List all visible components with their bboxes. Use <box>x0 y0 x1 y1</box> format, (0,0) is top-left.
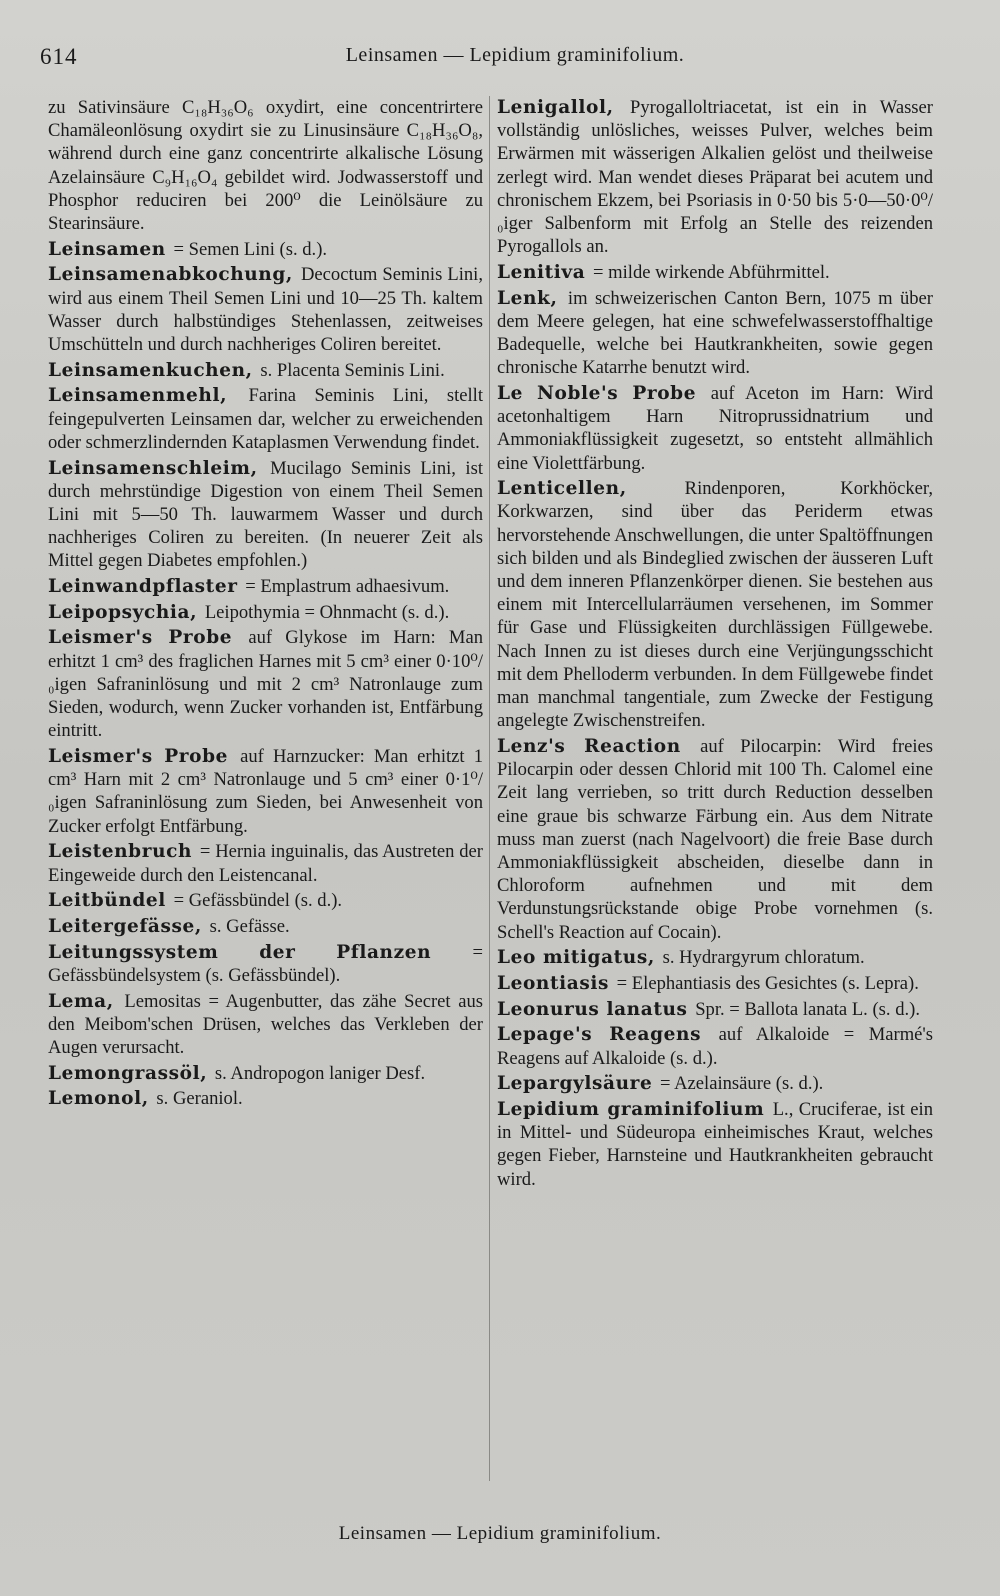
dictionary-entry <box>48 601 483 624</box>
running-head: Leinsamen — Lepidium graminifolium. <box>345 44 685 66</box>
dictionary-entry <box>48 238 483 261</box>
dictionary-entry <box>497 1072 933 1095</box>
dictionary-entry <box>497 477 933 732</box>
entry-text: = Gefässbündelsystem (s. Gefässbündel). <box>48 941 483 986</box>
entry-text: Farina Seminis Lini, stellt feingepulverten Leinsamen dar, welcher zu erweichenden oder schmerzlindernden Kataplasmen Verwendung findet. <box>48 385 483 453</box>
entry-text: auf Glykose im Harn: Man erhitzt 1 cm³ des fraglichen Harnes mit 5 cm³ einer 0·10⁰/₀igen Safraninlösung und mit 2 cm³ Natronlauge zum Sieden, wodurch, wenn Zucker vorhanden ist, Entfärbung eintritt. <box>48 627 483 742</box>
entry-text: = milde wirkende Abführmittel. <box>593 261 830 283</box>
entry-headword: Leismer's Probe <box>48 627 233 649</box>
entry-headword: Lema, <box>48 990 114 1012</box>
entry-text: s. Gefässe. <box>209 915 290 937</box>
entry-headword: Leistenbruch <box>48 841 193 863</box>
entry-headword: Lenitiva <box>497 261 586 283</box>
entry-headword: Leinwandpflaster <box>48 576 238 598</box>
entry-text: Decoctum Seminis Lini, wird aus einem Theil Semen Lini und 10—25 Th. kaltem Wasser durch halbstündiges Stehenlassen, zeitweises Umschütteln und durch nachheriges Coliren bereitet. <box>48 264 483 356</box>
page-header <box>40 44 950 76</box>
entry-headword: Leipopsychia, <box>48 601 198 623</box>
dictionary-entry <box>497 1098 933 1191</box>
entry-text: Leipothymia = Ohnmacht (s. d.). <box>204 601 450 623</box>
dictionary-entry <box>48 840 483 886</box>
dictionary-entry <box>497 735 933 944</box>
entry-text: auf Pilocarpin: Wird freies Pilocarpin oder dessen Chlorid mit 100 Th. Calomel eine Zeit lang verrieben, so tritt durch Reduction desselben eine graue bis schwarze Färbung ein. Aus dem Nitrate muss man zuerst (nach Nagelvoort) die freie Base durch Ammoniakflüssigkeit abscheiden, dieselbe dann in Chloroform aufnehmen und mit dem Verdunstungsrückstande obige Probe vornehmen (s. Schell's Reaction auf Cocain). <box>497 735 933 943</box>
entry-headword: Leinsamenmehl, <box>48 385 228 407</box>
entry-headword: Leo mitigatus, <box>497 947 655 969</box>
entry-headword: Le Noble's Probe <box>497 382 697 404</box>
entry-text: s. Andropogon laniger Desf. <box>214 1062 426 1084</box>
dictionary-entry <box>48 990 483 1060</box>
entry-headword: Lepidium graminifolium <box>497 1099 765 1121</box>
dictionary-entry <box>497 998 933 1021</box>
right-column <box>497 96 933 1193</box>
entry-headword: Lemonol, <box>48 1088 149 1110</box>
entry-text: Spr. = Ballota lanata L. (s. d.). <box>695 998 920 1020</box>
entry-text: = Gefässbündel (s. d.). <box>173 890 343 912</box>
entry-headword: Leinsamenkuchen, <box>48 359 253 381</box>
entry-text: L., Cruciferae, ist ein in Mittel- und Südeuropa einheimisches Kraut, welches gegen Fieber, Harnsteine und Hautkrankheiten gebraucht wird. <box>497 1099 934 1190</box>
dictionary-entry <box>48 915 483 938</box>
dictionary-entry <box>48 457 483 573</box>
entry-text: Lemositas = Augenbutter, das zähe Secret aus den Meibom'schen Drüsen, welches das Verkleben der Augen verursacht. <box>48 990 483 1058</box>
dictionary-entry <box>48 96 483 235</box>
entry-text: im schweizerischen Canton Bern, 1075 m über dem Meere gelegen, hat eine schwefelwasserstoffhaltige Badequelle, welche bei Hautkrankheiten, sowie gegen chronische Katarrhe benutzt wird. <box>497 287 933 379</box>
entry-text: s. Geraniol. <box>156 1088 243 1110</box>
page-footer: Leinsamen — Lepidium graminifolium. <box>338 1523 662 1544</box>
column-divider <box>489 96 490 1481</box>
dictionary-entry <box>48 575 483 598</box>
entry-headword: Leontiasis <box>497 973 609 995</box>
entry-text: Pyrogalloltriacetat, ist ein in Wasser vollständig unlösliches, weisses Pulver, welches beim Erwärmen mit wässerigen Alkalien gelöst und theilweise zerlegt wird. Man wendet dieses Präparat bei acutem und chronischem Ekzem, bei Psoriasis in 0·50 bis 5·0—50·0⁰/₀iger Salbenform mit Erfolg an Stelle des reizenden Pyrogallols an. <box>497 97 933 258</box>
entry-text: auf Harnzucker: Man erhitzt 1 cm³ Harn mit 2 cm³ Natronlauge und 5 cm³ einer 0·1⁰/₀igen Safraninlösung zum Sieden, bei Anwesenheit von Zucker erfolgt Entfärbung. <box>48 745 483 837</box>
entry-headword: Lenigallol, <box>497 97 614 118</box>
entry-text: = Azelainsäure (s. d.). <box>660 1073 824 1095</box>
entry-headword: Lenk, <box>497 287 558 309</box>
entry-headword: Lepargylsäure <box>497 1073 653 1095</box>
dictionary-entry <box>497 946 933 969</box>
entry-text: Mucilago Seminis Lini, ist durch mehrstündige Digestion von einem Theil Semen Lini mit 5—50 Th. lauwarmem Wasser und durch nachheriges Coliren zu bereiten. (In neuerer Zeit als Mittel gegen Diabetes empfohlen.) <box>48 457 483 572</box>
entry-text: auf Aceton im Harn: Wird acetonhaltigem Harn Nitroprussidnatrium und Ammoniakflüssigkeit zugesetzt, so entsteht allmählich eine Violettfärbung. <box>497 382 933 474</box>
dictionary-entry <box>48 889 483 912</box>
entry-text: Rindenporen, Korkhöcker, Korkwarzen, sind über das Periderm etwas hervorstehende Anschwellungen, die unter Spaltöffnungen sich bilden und als Bindeglied zwischen der äusseren Luft und dem inneren Pflanzenkörper dienen. Sie bestehen aus einem mit Intercellularräumen versehenen, im Sommer für Gase und Flüssigkeiten durchlässigen Füllgewebe. Nach Innen zu ist dieses durch eine Verjüngungsschicht mit dem Phelloderm verbunden. In dem Füllgewebe findet man manchmal tangentiale, zum Zwecke der Festigung angelegte Zwischenstreifen. <box>497 478 933 732</box>
dictionary-entry <box>497 382 933 475</box>
entry-text: = Hernia inguinalis, das Austreten der Eingeweide durch den Leistencanal. <box>48 841 484 886</box>
entry-text: s. Placenta Seminis Lini. <box>260 359 445 381</box>
dictionary-entry <box>48 1087 483 1110</box>
entry-headword: Lemongrassöl, <box>48 1062 208 1084</box>
dictionary-entry <box>48 626 483 742</box>
entry-text: = Emplastrum adhaesivum. <box>245 576 450 598</box>
dictionary-entry <box>48 1062 483 1085</box>
entry-headword: Leinsamen <box>48 238 166 260</box>
page-number: 614 <box>40 44 78 69</box>
entry-headword: Leitergefässe, <box>48 915 202 937</box>
entry-headword: Leinsamenschleim, <box>48 457 258 479</box>
entry-headword: Lepage's Reagens <box>497 1024 702 1046</box>
entry-headword: Leitungssystem der Pflanzen <box>48 941 432 963</box>
entry-headword: Lenz's Reaction <box>497 735 681 757</box>
entry-headword: Leitbündel <box>48 890 166 912</box>
dictionary-entry <box>48 384 483 454</box>
entry-text: = Semen Lini (s. d.). <box>173 238 328 260</box>
dictionary-entry <box>48 263 483 356</box>
entry-text: s. Hydrargyrum chloratum. <box>662 947 865 969</box>
entry-text: auf Alkaloide = Marmé's Reagens auf Alkaloide (s. d.). <box>497 1024 934 1069</box>
entry-headword: Leonurus lanatus <box>497 998 688 1020</box>
dictionary-entry <box>48 941 483 987</box>
entry-headword: Lenticellen, <box>497 478 627 500</box>
entry-headword: Leismer's Probe <box>48 745 228 767</box>
left-column <box>48 96 483 1113</box>
dictionary-entry <box>497 972 933 995</box>
entry-headword: Leinsamenabkochung, <box>48 264 293 286</box>
dictionary-entry <box>497 1023 933 1069</box>
entry-text: zu Sativinsäure C₁₈H₃₆O₆ oxydirt, eine concentrirtere Chamäleonlösung oxydirt sie zu Linusinsäure C₁₈H₃₆O₈, während durch eine ganz concentrirte alkalische Lösung Azelainsäure C₉H₁₆O₄ gebildet wird. Jodwasserstoff und Phosphor reduciren bei 200⁰ die Leinölsäure zu Stearinsäure. <box>48 97 483 235</box>
entry-text: = Elephantiasis des Gesichtes (s. Lepra). <box>616 973 919 995</box>
dictionary-entry <box>48 745 483 838</box>
dictionary-entry <box>497 261 933 284</box>
dictionary-entry <box>497 96 933 258</box>
dictionary-entry <box>48 359 483 382</box>
dictionary-entry <box>497 287 933 380</box>
